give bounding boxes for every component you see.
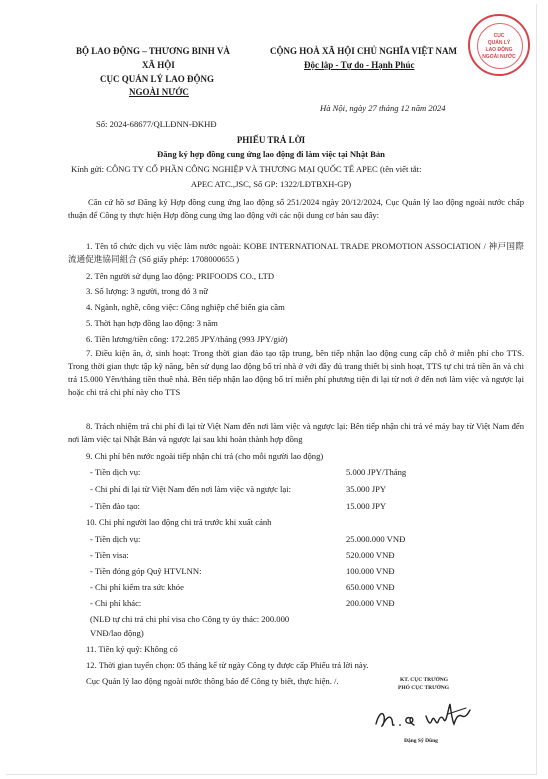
item-10-row-visa-value: 520.000 VNĐ [346, 550, 395, 560]
recipient-line1: Kính gửi: CÔNG TY CỔ PHẦN CÔNG NGHIỆP VÀ THƯƠNG MẠI QUỐC TẾ APEC (tên viết tắt: [71, 164, 422, 174]
item-10-row-fund-label: - Tiền đóng góp Quỹ HTVLNN: [90, 566, 202, 576]
item-6-salary: 6. Tiền lương/tiền công: 172.285 JPY/tháng (993 JPY/giờ) [86, 334, 288, 344]
document-number: Số: 2024-68677/QLLĐNN-ĐKHĐ [96, 119, 217, 129]
signer-name: Đặng Sỹ Dũng [404, 738, 438, 744]
country-name: CỘNG HOÀ XÃ HỘI CHỦ NGHĨA VIỆT NAM [270, 46, 457, 56]
item-10-note-line1: (NLĐ tự chi trả chi phí visa cho Công ty ủy thác: 200.000 [90, 614, 290, 624]
signature-title-line1: KT. CỤC TRƯỞNG [400, 677, 449, 683]
item-5-contract-term: 5. Thời hạn hợp đồng lao động: 3 năm [86, 318, 218, 328]
item-12-selection-time: 12. Thời gian tuyển chọn: 05 tháng kể từ ngày Công ty được cấp Phiếu trả lời này. [86, 660, 369, 670]
official-seal-stamp: CỤC QUẢN LÝ LAO ĐỘNG NGOÀI NƯỚC [468, 14, 530, 76]
item-9-row-service-fee-value: 5.000 JPY/Tháng [346, 467, 407, 477]
ministry-name-line1: BỘ LAO ĐỘNG – THƯƠNG BINH VÀ [76, 46, 230, 56]
item-10-row-other-value: 200.000 VNĐ [346, 598, 395, 608]
item-10-row-other-label: - Chi phí khác: [90, 598, 142, 608]
place-date: Hà Nội, ngày 27 tháng 12 năm 2024 [320, 103, 446, 113]
item-9-row-training-label: - Tiền đào tạo: [90, 501, 140, 511]
item-9-row-training-value: 15.000 JPY [346, 501, 387, 511]
item-3-quantity: 3. Số lượng: 3 người, trong đó 3 nữ [86, 286, 208, 296]
item-11-deposit: 11. Tiền ký quỹ: Không có [86, 644, 178, 654]
item-10-row-health-value: 650.000 VNĐ [346, 582, 395, 592]
item-10-row-service-value: 25.000.000 VNĐ [346, 534, 406, 544]
item-10-row-service-label: - Tiền dịch vụ: [90, 534, 141, 544]
handwritten-signature [370, 696, 482, 732]
item-10-note-line2: VNĐ/lao động) [90, 628, 144, 638]
item-10-heading: 10. Chi phí người lao động chi trả trước khi xuất cảnh [86, 517, 272, 527]
intro-paragraph: Căn cứ hồ sơ Đăng ký Hợp đồng cung ứng lao động số 251/2024 ngày 20/12/2024, Cục Quản lý lao động ngoài nước chấp thuận để Công ty thực hiện Hợp đồng cung ứng lao động với các nội dung cơ bản sau đây: [68, 197, 524, 220]
department-name-line1: CỤC QUẢN LÝ LAO ĐỘNG [100, 74, 215, 84]
item-10-row-health-label: - Chi phí kiểm tra sức khỏe [90, 582, 184, 592]
item-1-foreign-service-org: 1. Tên tổ chức dịch vụ việc làm nước ngoài: KOBE INTERNATIONAL TRADE PROMOTION ASSOCIATION / 神戸国際流通促進協同組合 (Số giấy phép: 1708000655 ) [68, 241, 524, 264]
item-10-row-fund-value: 100.000 VNĐ [346, 566, 395, 576]
item-9-heading: 9. Chi phí bên nước ngoài tiếp nhận chi trả (cho mỗi người lao động) [86, 451, 324, 461]
ministry-name-line2: XÃ HỘI [142, 60, 175, 70]
item-9-row-travel-label: - Chi phí đi lại từ Việt Nam đến nơi làm việc và ngược lại: [90, 484, 292, 494]
closing-statement: Cục Quản lý lao động ngoài nước thông báo để Công ty biết, thực hiện. /. [86, 676, 339, 686]
item-4-occupation: 4. Ngành, nghề, công việc: Công nghiệp chế biến gia cầm [86, 302, 285, 312]
item-9-row-travel-value: 35.000 JPY [346, 484, 387, 494]
department-name-line2: NGOÀI NƯỚC [129, 87, 189, 97]
item-10-row-visa-label: - Tiền visa: [90, 550, 129, 560]
national-motto: Độc lập - Tự do - Hạnh Phúc [304, 60, 415, 70]
recipient-line2: APEC ATC.,JSC, Số GP: 1322/LĐTBXH-GP) [190, 179, 352, 189]
item-2-employer: 2. Tên người sử dụng lao động: PRIFOODS CO., LTD [86, 271, 275, 281]
document-subtitle: Đăng ký hợp đồng cung ứng lao động đi làm việc tại Nhật Bản [157, 149, 385, 159]
signature-title-line2: PHÓ CỤC TRƯỞNG [398, 685, 450, 691]
item-7-living-conditions: 7. Điều kiện ăn, ở, sinh hoạt: Trong thời gian đào tạo tập trung, bên tiếp nhận lao động cung cấp chỗ ở miễn phí cho TTS. Trong thời gian thực tập kỹ năng, bên sử dụng lao động bố trí nhà ở với đầy đủ trang thiết bị sinh hoạt, TTS tự chi trả tiền ăn và chi trả 15.000 Yên/tháng tiền thuê nhà. Bên tiếp nhận lao động bố trí miễn phí phương tiện đi lại từ nơi ở đến nơi làm việc và ngược lại hoặc chi trả chi phí này cho TTS [68, 348, 524, 397]
item-9-row-service-fee-label: - Tiền dịch vụ: [90, 467, 141, 477]
document-title: PHIẾU TRẢ LỜI [236, 135, 306, 145]
item-8-travel-responsibility: 8. Trách nhiệm trả chi phí đi lại từ Việt Nam đến nơi làm việc và ngược lại: Bên tiếp nhận chi trả vé máy bay từ Việt Nam đến nơi làm việc tại Nhật Bản và ngược lại sau khi hoàn thành hợp đồng [68, 421, 524, 444]
document-page [6, 4, 537, 775]
